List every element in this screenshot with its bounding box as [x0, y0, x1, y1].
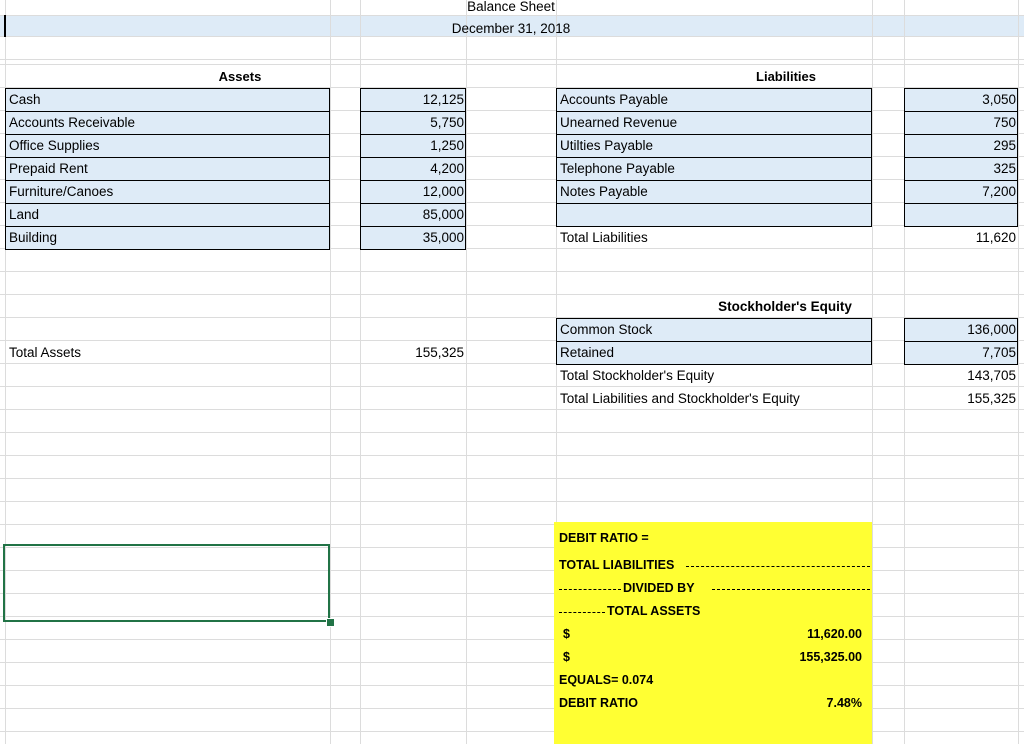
liability-label-cell [556, 203, 872, 227]
grid-row-line [0, 59, 1024, 60]
ratio-percent-value: 7.48% [826, 696, 862, 710]
grid-row-line [0, 478, 1024, 479]
asset-label-rent[interactable]: Prepaid Rent [9, 161, 88, 176]
grid-row-line [0, 64, 1024, 65]
ratio-label: DEBIT RATIO [559, 696, 638, 710]
equity-value-retained[interactable]: 7,705 [982, 345, 1016, 360]
grid-row-line [0, 501, 1024, 502]
grid-row-line [0, 409, 1024, 410]
asset-label-ar[interactable]: Accounts Receivable [9, 115, 136, 130]
grid-col-line [330, 0, 331, 744]
total-assets-value[interactable]: 155,325 [415, 345, 464, 360]
liab-value-utilities[interactable]: 295 [993, 138, 1016, 153]
assets-header: Assets [218, 69, 262, 84]
asset-value-cash[interactable]: 12,125 [422, 92, 464, 107]
liab-label-notes[interactable]: Notes Payable [560, 184, 648, 199]
liab-value-unearned[interactable]: 750 [993, 115, 1016, 130]
ratio-assets-value: 155,325.00 [799, 650, 862, 664]
asset-label-furniture[interactable]: Furniture/Canoes [9, 184, 114, 199]
grid-row-line [0, 386, 1024, 387]
asset-label-building[interactable]: Building [9, 230, 58, 245]
grid-row-line [0, 271, 1024, 272]
equity-label-retained[interactable]: Retained [560, 345, 615, 360]
total-equity-value[interactable]: 143,705 [967, 368, 1016, 383]
asset-label-land[interactable]: Land [9, 207, 40, 222]
total-liab-equity-label[interactable]: Total Liabilities and Stockholder's Equity [560, 391, 800, 406]
ratio-numerator-label: TOTAL LIABILITIES [559, 558, 675, 572]
ratio-denominator-label: TOTAL ASSETS [607, 604, 701, 618]
equity-value-common[interactable]: 136,000 [967, 322, 1016, 337]
total-equity-label[interactable]: Total Stockholder's Equity [560, 368, 715, 383]
grid-col-line [872, 0, 873, 744]
liability-value-cell [904, 203, 1018, 227]
total-liabilities-value[interactable]: 11,620 [975, 230, 1016, 245]
dash-line [712, 589, 870, 590]
asset-label-supplies[interactable]: Office Supplies [9, 138, 100, 153]
liabilities-header: Liabilities [756, 69, 816, 84]
asset-value-furniture[interactable]: 12,000 [422, 184, 464, 199]
asset-value-ar[interactable]: 5,750 [430, 115, 464, 130]
dash-line [686, 566, 870, 567]
sheet-date: December 31, 2018 [451, 21, 571, 36]
liab-value-ap[interactable]: 3,050 [982, 92, 1016, 107]
total-liabilities-label[interactable]: Total Liabilities [560, 230, 648, 245]
liab-label-telephone[interactable]: Telephone Payable [560, 161, 675, 176]
grid-col-line [1018, 0, 1019, 744]
asset-label-cash[interactable]: Cash [9, 92, 41, 107]
currency-symbol: $ [563, 650, 570, 664]
asset-value-rent[interactable]: 4,200 [430, 161, 464, 176]
fill-handle[interactable] [326, 618, 335, 627]
ratio-liabilities-value: 11,620.00 [807, 627, 862, 641]
ratio-divided-by: DIVIDED BY [623, 581, 695, 595]
total-liab-equity-value[interactable]: 155,325 [967, 391, 1016, 406]
selected-cell[interactable] [3, 544, 330, 622]
sheet-title: Balance Sheet [467, 0, 555, 14]
asset-value-supplies[interactable]: 1,250 [430, 138, 464, 153]
grid-row-line [0, 294, 1024, 295]
liab-label-ap[interactable]: Accounts Payable [560, 92, 669, 107]
asset-value-land[interactable]: 85,000 [422, 207, 464, 222]
title-border [4, 15, 6, 37]
currency-symbol: $ [563, 627, 570, 641]
ratio-equals: EQUALS= 0.074 [559, 673, 654, 687]
liab-value-telephone[interactable]: 325 [993, 161, 1016, 176]
ratio-title: DEBIT RATIO = [559, 531, 649, 545]
grid-col-line [466, 0, 467, 744]
liab-value-notes[interactable]: 7,200 [982, 184, 1016, 199]
dash-line [559, 589, 621, 590]
total-assets-label[interactable]: Total Assets [9, 345, 82, 360]
grid-row-line [0, 432, 1024, 433]
cell-divider [556, 341, 872, 342]
dash-line [559, 612, 605, 613]
equity-header: Stockholder's Equity [718, 299, 852, 314]
asset-value-building[interactable]: 35,000 [422, 230, 464, 245]
equity-label-common[interactable]: Common Stock [560, 322, 653, 337]
liab-label-unearned[interactable]: Unearned Revenue [560, 115, 678, 130]
grid-row-line [0, 455, 1024, 456]
asset-label-cell [5, 203, 330, 227]
liab-label-utilities[interactable]: Utilties Payable [560, 138, 654, 153]
asset-label-cell [5, 88, 330, 112]
